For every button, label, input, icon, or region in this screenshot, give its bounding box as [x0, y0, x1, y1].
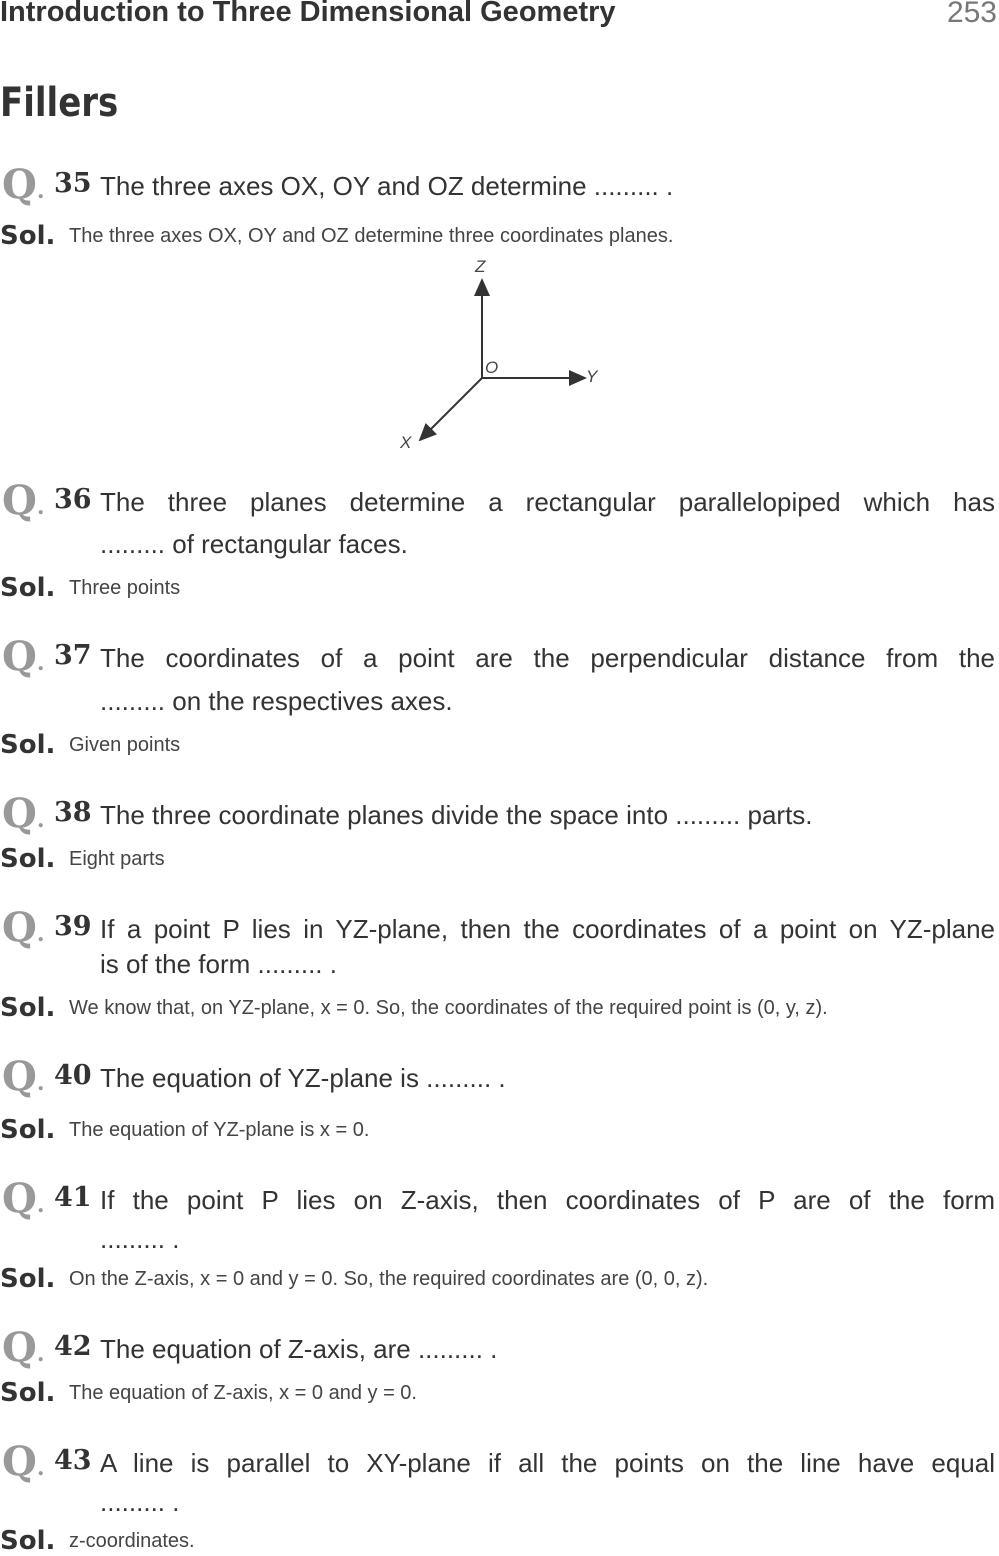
- z-label: Z: [475, 257, 486, 276]
- question-number: 42: [54, 1331, 92, 1362]
- solution-label: Sol.: [0, 1526, 56, 1556]
- question-number: 36: [54, 484, 92, 515]
- question-text-line: ......... of rectangular faces.: [100, 529, 408, 559]
- solution-label: Sol.: [0, 844, 56, 874]
- question-marker-icon: Q.: [2, 1053, 45, 1100]
- question-text-line: The coordinates of a point are the perpendicular distance from the: [100, 643, 995, 673]
- y-label: Y: [586, 367, 598, 386]
- section-title: Fillers: [0, 80, 119, 126]
- solution-label: Sol.: [0, 730, 56, 760]
- question-marker-icon: Q.: [2, 1324, 45, 1371]
- question-number: 38: [54, 797, 92, 828]
- question-text-line: If a point P lies in YZ-plane, then the coordinates of a point on YZ-plane: [100, 914, 995, 944]
- solution-text: Three points: [69, 577, 181, 599]
- solution-text: The equation of YZ-plane is x = 0.: [69, 1119, 370, 1141]
- solution-label: Sol.: [0, 1378, 56, 1408]
- question-number: 43: [54, 1445, 92, 1476]
- question-number: 41: [54, 1182, 92, 1213]
- solution-text: Eight parts: [69, 848, 165, 870]
- question-text-line: ......... on the respectives axes.: [100, 686, 453, 716]
- question-text-line: The three coordinate planes divide the space into ......... parts.: [100, 800, 813, 830]
- solution-text: The equation of Z-axis, x = 0 and y = 0.: [69, 1382, 417, 1404]
- solution-text: On the Z-axis, x = 0 and y = 0. So, the required coordinates are (0, 0, z).: [69, 1268, 709, 1290]
- question-text-line: The three planes determine a rectangular parallelopiped which has: [100, 487, 995, 517]
- question-text-line: A line is parallel to XY-plane if all the points on the line have equal: [100, 1448, 995, 1478]
- question-number: 40: [54, 1060, 92, 1091]
- origin-label: O: [485, 358, 499, 377]
- running-header-title: Introduction to Three Dimensional Geometry: [0, 0, 616, 28]
- question-number: 39: [54, 911, 92, 942]
- solution-text: The three axes OX, OY and OZ determine three coordinates planes.: [69, 225, 674, 247]
- question-text-line: ......... .: [100, 1224, 180, 1254]
- page-number: 253: [946, 0, 997, 29]
- x-label: X: [400, 433, 412, 452]
- question-text-line: If the point P lies on Z-axis, then coordinates of P are of the form: [100, 1185, 995, 1215]
- solution-label: Sol.: [0, 221, 56, 251]
- solution-text: We know that, on YZ-plane, x = 0. So, the coordinates of the required point is (0, y, z).: [69, 997, 828, 1019]
- coordinate-axes-diagram: [390, 250, 620, 460]
- question-marker-icon: Q.: [2, 1438, 45, 1485]
- question-marker-icon: Q.: [2, 790, 45, 837]
- question-text-line: The equation of YZ-plane is ......... .: [100, 1063, 506, 1093]
- question-marker-icon: Q.: [2, 161, 45, 208]
- question-text-line: is of the form ......... .: [100, 949, 337, 979]
- question-marker-icon: Q.: [2, 1175, 45, 1222]
- question-marker-icon: Q.: [2, 633, 45, 680]
- question-marker-icon: Q.: [2, 477, 45, 524]
- question-number: 37: [54, 640, 92, 671]
- solution-text: z-coordinates.: [69, 1530, 195, 1552]
- question-text-line: The equation of Z-axis, are ......... .: [100, 1334, 498, 1364]
- question-text-line: ......... .: [100, 1487, 180, 1517]
- question-number: 35: [54, 168, 92, 199]
- x-axis-line: [420, 378, 482, 440]
- solution-label: Sol.: [0, 1264, 56, 1294]
- solution-label: Sol.: [0, 993, 56, 1023]
- solution-label: Sol.: [0, 573, 56, 603]
- question-text-line: The three axes OX, OY and OZ determine ......... .: [100, 171, 674, 201]
- solution-text: Given points: [69, 734, 181, 756]
- solution-label: Sol.: [0, 1115, 56, 1145]
- question-marker-icon: Q.: [2, 904, 45, 951]
